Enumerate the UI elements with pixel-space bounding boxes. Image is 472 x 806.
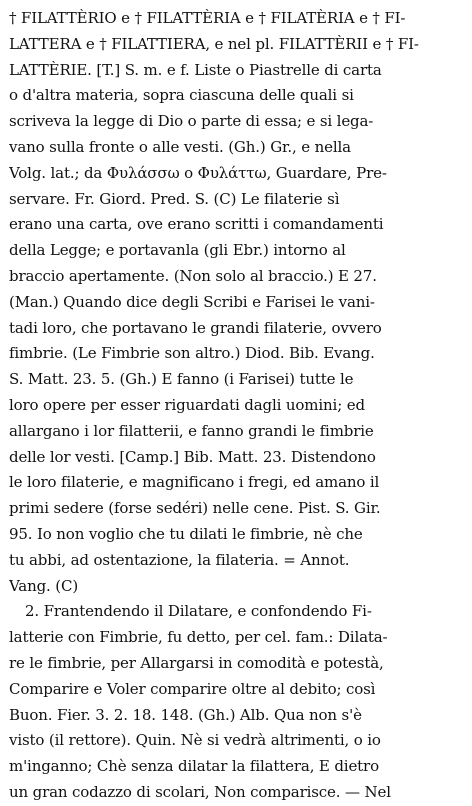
entry-line: scriveva la legge di Dio o parte di essa; e si lega-	[9, 112, 374, 131]
entry-line: LATTERA e † FILATTIERA, e nel pl. FILATTÈRII e † FI-	[9, 34, 419, 53]
entry-line: o d'altra materia, sopra ciascuna delle quali si	[9, 86, 354, 105]
entry-line: Vang. (C)	[9, 576, 79, 595]
entry-line: le loro filaterie, e magnificano i fregi, ed amano il	[9, 473, 380, 492]
entry-line: tu abbi, ad ostentazione, la filateria. = Annot.	[9, 550, 350, 569]
dictionary-sense-2	[9, 599, 465, 805]
sense-line: un gran codazzo di scolari, Non comparisce. — Nel	[9, 782, 391, 801]
entry-line: primi sedere (forse sedéri) nelle cene. Pist. S. Gir.	[9, 499, 381, 518]
sense-line: m'inganno; Chè senza dilatar la filattera, E dietro	[9, 757, 379, 776]
sense-line: latterie con Fimbrie, fu detto, per cel. fam.: Dilata-	[9, 628, 388, 647]
entry-line: braccio apertamente. (Non solo al braccio.) E 27.	[9, 266, 377, 285]
entry-line: (Man.) Quando dice degli Scribi e Farisei le vani-	[9, 292, 375, 311]
entry-line: delle lor vesti. [Camp.] Bib. Matt. 23. Distendono	[9, 447, 376, 466]
entry-line: vano sulla fronte o alle vesti. (Gh.) Gr., e nella	[9, 137, 351, 156]
entry-line: S. Matt. 23. 5. (Gh.) E fanno (i Farisei) tutte le	[9, 370, 354, 389]
sense-line: re le fimbrie, per Allargarsi in comodità e potestà,	[9, 653, 384, 672]
entry-line: 95. Io non voglio che tu dilati le fimbrie, nè che	[9, 524, 363, 543]
entry-line: tadi loro, che portavano le grandi filaterie, ovvero	[9, 318, 382, 337]
sense-line: 2. Frantendendo il Dilatare, e confondendo Fi-	[25, 602, 372, 621]
sense-line: Buon. Fier. 3. 2. 18. 148. (Gh.) Alb. Qua non s'è	[9, 705, 362, 724]
entry-line: della Legge; e portavanla (gli Ebr.) intorno al	[9, 241, 346, 260]
entry-line: Volg. lat.; da Φυλάσσω o Φυλάττω, Guardare, Pre-	[9, 163, 387, 182]
entry-line: fimbrie. (Le Fimbrie son altro.) Diod. Bib. Evang.	[9, 344, 375, 363]
entry-line: erano una carta, ove erano scritti i comandamenti	[9, 215, 384, 234]
entry-line: servare. Fr. Giord. Pred. S. (C) Le filaterie sì	[9, 189, 340, 208]
sense-line: Comparire e Voler comparire oltre al debito; così	[9, 679, 376, 698]
entry-line: loro opere per esser riguardati dagli uomini; ed	[9, 395, 365, 414]
entry-line: LATTÈRIE. [T.] S. m. e f. Liste o Piastrelle di carta	[9, 60, 382, 79]
sense-line: visto (il rettore). Quin. Nè si vedrà altrimenti, o io	[9, 731, 381, 750]
entry-line: † FILATTÈRIO e † FILATTÈRIA e † FILATÈRIA e † FI-	[9, 9, 406, 27]
entry-line: allargano i lor filatterii, e fanno grandi le fimbrie	[9, 421, 374, 440]
dictionary-entry-filatterio	[9, 6, 465, 599]
